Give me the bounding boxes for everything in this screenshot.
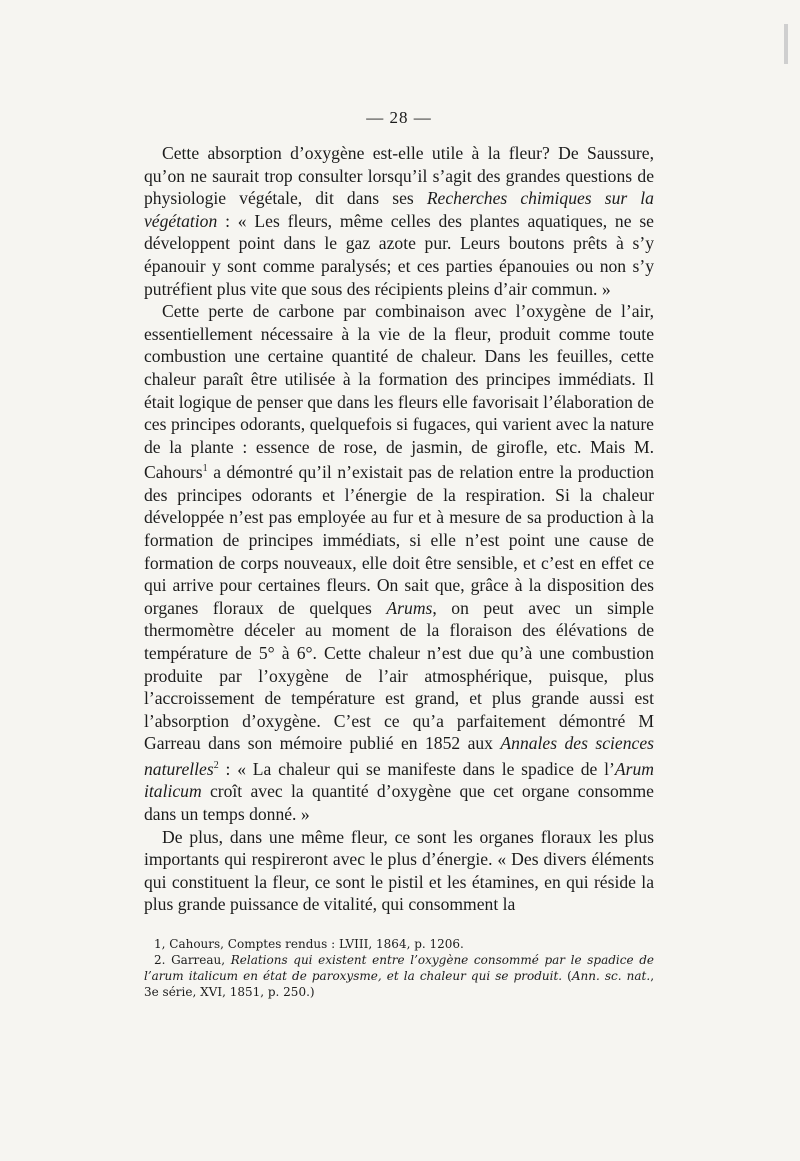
footnote-run-text: , 3e série, XVI, 1851, p. 250.) xyxy=(144,968,655,999)
paragraph-run-italic: Annales des sciences naturelles xyxy=(144,733,654,779)
paragraph-2 xyxy=(144,300,654,825)
paragraph-run-text: a démontré qu’il n’existait pas de relation entre la production des principes odorants et l’énergie de la respiration. Si la chaleur développée n’est pas employée au fur et à mesure de sa production à la formation de principes immédiats, si elle n’est point une cause de formation de corps nouveaux, elle doit être sensible, et c’est en effet ce qui arrive pour certaines fleurs. On sait que, grâce à la disposition des organes floraux de quelques xyxy=(144,462,654,618)
paragraph-run-text: : « La chaleur qui se manifeste dans le spadice de l’ xyxy=(218,758,615,779)
footnote-2 xyxy=(144,952,654,1000)
footnote-run-italic: Relations qui existent entre l’oxygène consommé par le spadice de l’arum italicum en état de paroxysme, et la chaleur qui se produit. xyxy=(144,952,654,983)
page-number: — 28 — xyxy=(366,108,432,127)
paragraph-run-text: , on peut avec un simple thermomètre déceler au moment de la floraison des élévations de température de 5° à 6°. Cette chaleur n’est due qu’à une combustion produite par l’oxygène de l’air atmosphérique, puisque, plus l’accroissement de température est grand, et plus grande aussi est l’absorption d’oxygène. C’est ce qu’a parfaitement démontré M Garreau dans son mémoire publié en 1852 aux xyxy=(144,597,654,754)
footnote-run-text: 2. Garreau, xyxy=(154,952,231,967)
page-edge-mark xyxy=(784,24,788,64)
paragraph-run-note-ref: 2 xyxy=(213,759,219,771)
footnote-1 xyxy=(144,936,654,952)
paragraph-run-italic: Arums xyxy=(386,597,433,618)
paragraph-run-text: : « Les fleurs, même celles des plantes aquatiques, ne se développent point dans le gaz azote pur. Leurs boutons prêts à s’y épanouir y sont comme paralysés; et ces parties épanouies ou non s’y putréfient plus vite que sous des récipients pleins d’air commun. » xyxy=(144,210,654,299)
footnote-run-text: ( xyxy=(562,968,572,983)
paragraph-run-text: Cette perte de carbone par combinaison avec l’oxygène de l’air, essentiellement nécessaire à la vie de la fleur, produit comme toute combustion une certaine quantité de chaleur. Dans les feuilles, cette chaleur paraît être utilisée à la formation des principes immédiats. Il était logique de penser que dans les fleurs elle favorisait l’élaboration de ces principes odorants, quelquefois si fugaces, qui varient avec la nature de la plante : essence de rose, de jasmin, de girofle, etc. Mais M. Cahours xyxy=(144,301,654,483)
footnotes xyxy=(144,936,654,1000)
paragraph-run-italic: Arum italicum xyxy=(144,758,654,802)
paragraph-run-italic: Recherches chimiques sur la végétation xyxy=(144,188,654,231)
paragraph-run-note-ref: 1 xyxy=(202,463,208,475)
footnote-run-text: 1, Cahours, Comptes rendus : LVIII, 1864, p. 1206. xyxy=(154,936,464,951)
paragraph-run-text: Cette absorption d’oxygène est-elle utile à la fleur? De Saussure, qu’on ne saurait trop consulter lorsqu’il s’agit des grandes questions de physiologie végétale, dit dans ses xyxy=(144,143,654,209)
paragraph-run-text: croît avec la quantité d’oxygène que cet organe consomme dans un temps donné. » xyxy=(144,781,654,824)
body-text xyxy=(144,142,654,916)
paragraph-3 xyxy=(144,826,654,916)
page xyxy=(144,108,654,1000)
footnote-run-italic: Ann. sc. nat. xyxy=(571,968,651,983)
paragraph-run-text: De plus, dans une même fleur, ce sont les organes floraux les plus importants qui respireront avec le plus d’énergie. « Des divers éléments qui constituent la fleur, ce sont le pistil et les étamines, en qui réside la plus grande puissance de vitalité, qui consomment la xyxy=(144,826,654,915)
paragraph-1 xyxy=(144,142,654,300)
